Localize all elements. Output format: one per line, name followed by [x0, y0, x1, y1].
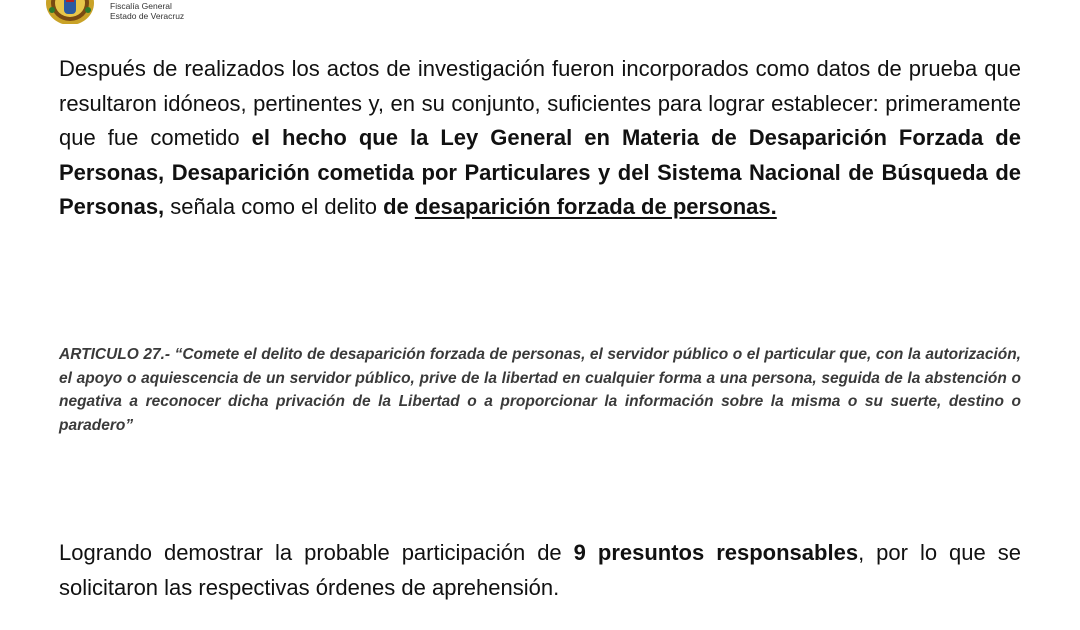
- bold-law-reference: el hecho que la Ley General en Materia de Desaparición Forzada de Personas, Desaparición cometida por Particulares y del Sistema Nacional de Búsqueda de Personas,: [59, 125, 1021, 219]
- paragraph-text: , por lo que se solicitaron las respectivas órdenes de aprehensión.: [59, 540, 1021, 600]
- article-27-quote: ARTICULO 27.- “Comete el delito de desaparición forzada de personas, el servidor público o el particular que, con la autorización, el apoyo o aquiescencia de un servidor público, prive de la libertad en cualquier forma a una persona, seguida de la abstención o negativa a reconocer dicha privación de la Libertad o a proporcionar la información sobre la misma o su suerte, destino o paradero”: [59, 346, 1021, 434]
- bold-suspects-count: 9 presuntos responsables: [573, 540, 859, 565]
- conclusion-paragraph: [59, 536, 1021, 605]
- bold-text: de: [383, 194, 415, 219]
- paragraph-text: Después de realizados los actos de investigación fueron incorporados como datos de prueba que resultaron idóneos, pertinentes y, en su conjunto, suficientes para lograr establecer: primeramente que fue cometido: [59, 56, 1021, 150]
- coat-of-arms-icon: [44, 0, 96, 24]
- org-name-line-2: Estado de Veracruz: [110, 11, 185, 21]
- document-header: [44, 0, 184, 26]
- underlined-crime-name: desaparición forzada de personas.: [414, 194, 777, 219]
- paragraph-text: Logrando demostrar la probable participación de: [59, 540, 574, 565]
- investigation-paragraph: [59, 52, 1021, 225]
- paragraph-text: señala como el delito: [164, 194, 384, 219]
- organization-name: [110, 1, 184, 21]
- org-name-line-1: Fiscalía General: [110, 1, 172, 11]
